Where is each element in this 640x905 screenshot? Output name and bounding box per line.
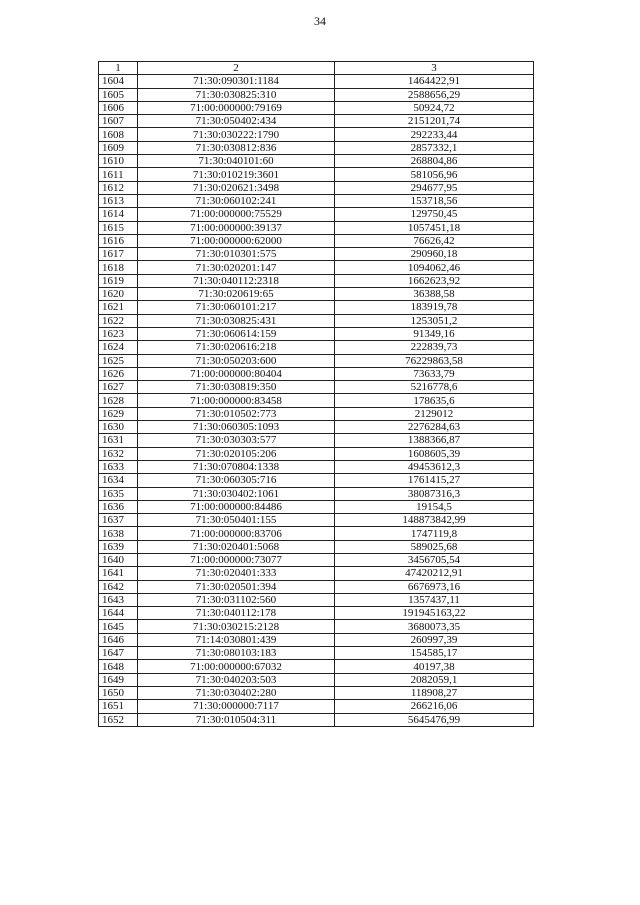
table-row	[99, 141, 534, 154]
cadastral-number-cell: 71:00:000000:80404	[138, 367, 335, 380]
value-cell: 191945163,22	[335, 607, 534, 620]
row-number-cell: 1640	[99, 553, 138, 566]
cadastral-number-cell: 71:30:040101:60	[138, 155, 335, 168]
table-row	[99, 434, 534, 447]
value-cell: 266216,06	[335, 700, 534, 713]
table-body	[99, 75, 534, 727]
row-number-cell: 1631	[99, 434, 138, 447]
row-number-cell: 1623	[99, 327, 138, 340]
table-row	[99, 686, 534, 699]
cadastral-number-cell: 71:30:030812:836	[138, 141, 335, 154]
cadastral-number-cell: 71:30:030402:1061	[138, 487, 335, 500]
value-cell: 2151201,74	[335, 115, 534, 128]
value-cell: 3680073,35	[335, 620, 534, 633]
value-cell: 5645476,99	[335, 713, 534, 726]
value-cell: 1253051,2	[335, 314, 534, 327]
value-cell: 292233,44	[335, 128, 534, 141]
cadastral-number-cell: 71:30:090301:1184	[138, 75, 335, 88]
row-number-cell: 1637	[99, 514, 138, 527]
row-number-cell: 1615	[99, 221, 138, 234]
table-row	[99, 288, 534, 301]
cadastral-number-cell: 71:30:030819:350	[138, 381, 335, 394]
value-cell: 1388366,87	[335, 434, 534, 447]
value-cell: 222839,73	[335, 341, 534, 354]
table-row	[99, 75, 534, 88]
value-cell: 581056,96	[335, 168, 534, 181]
table-row	[99, 567, 534, 580]
value-cell: 38087316,3	[335, 487, 534, 500]
cadastral-number-cell: 71:30:010219:3601	[138, 168, 335, 181]
table-row	[99, 248, 534, 261]
cadastral-number-cell: 71:30:060305:1093	[138, 421, 335, 434]
table-row	[99, 514, 534, 527]
row-number-cell: 1614	[99, 208, 138, 221]
row-number-cell: 1650	[99, 686, 138, 699]
cadastral-number-cell: 71:30:031102:560	[138, 593, 335, 606]
table-row	[99, 194, 534, 207]
table-row	[99, 314, 534, 327]
table-row	[99, 101, 534, 114]
row-number-cell: 1611	[99, 168, 138, 181]
table-row	[99, 341, 534, 354]
cadastral-number-cell: 71:30:000000:7117	[138, 700, 335, 713]
cadastral-number-cell: 71:00:000000:75529	[138, 208, 335, 221]
row-number-cell: 1626	[99, 367, 138, 380]
row-number-cell: 1641	[99, 567, 138, 580]
table-row	[99, 208, 534, 221]
row-number-cell: 1612	[99, 181, 138, 194]
value-cell: 268804,86	[335, 155, 534, 168]
value-cell: 290960,18	[335, 248, 534, 261]
cadastral-number-cell: 71:14:030801:439	[138, 633, 335, 646]
cadastral-number-cell: 71:30:030215:2128	[138, 620, 335, 633]
value-cell: 40197,38	[335, 660, 534, 673]
row-number-cell: 1609	[99, 141, 138, 154]
value-cell: 1057451,18	[335, 221, 534, 234]
cadastral-number-cell: 71:30:020616:218	[138, 341, 335, 354]
row-number-cell: 1617	[99, 248, 138, 261]
value-cell: 2857332,1	[335, 141, 534, 154]
value-cell: 73633,79	[335, 367, 534, 380]
value-cell: 5216778,6	[335, 381, 534, 394]
row-number-cell: 1628	[99, 394, 138, 407]
cadastral-number-cell: 71:30:010301:575	[138, 248, 335, 261]
table-row	[99, 367, 534, 380]
row-number-cell: 1624	[99, 341, 138, 354]
cadastral-number-cell: 71:00:000000:39137	[138, 221, 335, 234]
value-cell: 178635,6	[335, 394, 534, 407]
cadastral-number-cell: 71:30:020621:3498	[138, 181, 335, 194]
row-number-cell: 1629	[99, 407, 138, 420]
row-number-cell: 1618	[99, 261, 138, 274]
value-cell: 589025,68	[335, 540, 534, 553]
table-row	[99, 88, 534, 101]
table-row	[99, 234, 534, 247]
value-cell: 76626,42	[335, 234, 534, 247]
cadastral-number-cell: 71:00:000000:83706	[138, 527, 335, 540]
value-cell: 91349,16	[335, 327, 534, 340]
table-row	[99, 168, 534, 181]
cadastral-number-cell: 71:30:060101:217	[138, 301, 335, 314]
cadastral-number-cell: 71:30:010502:773	[138, 407, 335, 420]
row-number-cell: 1633	[99, 460, 138, 473]
table-row	[99, 460, 534, 473]
row-number-cell: 1642	[99, 580, 138, 593]
table-row	[99, 660, 534, 673]
column-header-3: 3	[335, 62, 534, 75]
value-cell: 1357437,11	[335, 593, 534, 606]
table-row	[99, 394, 534, 407]
cadastral-table	[98, 61, 534, 727]
value-cell: 3456705,54	[335, 553, 534, 566]
row-number-cell: 1622	[99, 314, 138, 327]
row-number-cell: 1651	[99, 700, 138, 713]
cadastral-number-cell: 71:30:030303:577	[138, 434, 335, 447]
table-row	[99, 527, 534, 540]
row-number-cell: 1619	[99, 274, 138, 287]
row-number-cell: 1604	[99, 75, 138, 88]
table-row	[99, 354, 534, 367]
value-cell: 49453612,3	[335, 460, 534, 473]
value-cell: 148873842,99	[335, 514, 534, 527]
row-number-cell: 1647	[99, 647, 138, 660]
table-row	[99, 607, 534, 620]
table-row	[99, 713, 534, 726]
table-row	[99, 553, 534, 566]
cadastral-number-cell: 71:00:000000:73077	[138, 553, 335, 566]
value-cell: 183919,78	[335, 301, 534, 314]
cadastral-number-cell: 71:00:000000:62000	[138, 234, 335, 247]
row-number-cell: 1625	[99, 354, 138, 367]
value-cell: 118908,27	[335, 686, 534, 699]
row-number-cell: 1634	[99, 474, 138, 487]
table-row	[99, 301, 534, 314]
cadastral-number-cell: 71:30:030402:280	[138, 686, 335, 699]
column-header-1: 1	[99, 62, 138, 75]
row-number-cell: 1638	[99, 527, 138, 540]
row-number-cell: 1621	[99, 301, 138, 314]
table-row	[99, 115, 534, 128]
table-row	[99, 274, 534, 287]
row-number-cell: 1648	[99, 660, 138, 673]
table-row	[99, 447, 534, 460]
cadastral-number-cell: 71:30:050203:600	[138, 354, 335, 367]
value-cell: 1608605,39	[335, 447, 534, 460]
table-row	[99, 620, 534, 633]
table-row	[99, 474, 534, 487]
value-cell: 1464422,91	[335, 75, 534, 88]
table-row	[99, 580, 534, 593]
cadastral-number-cell: 71:00:000000:83458	[138, 394, 335, 407]
table-row	[99, 593, 534, 606]
cadastral-number-cell: 71:30:050401:155	[138, 514, 335, 527]
value-cell: 129750,45	[335, 208, 534, 221]
cadastral-number-cell: 71:30:020201:147	[138, 261, 335, 274]
cadastral-number-cell: 71:30:030825:431	[138, 314, 335, 327]
table-row	[99, 327, 534, 340]
cadastral-number-cell: 71:30:020401:5068	[138, 540, 335, 553]
row-number-cell: 1620	[99, 288, 138, 301]
row-number-cell: 1610	[99, 155, 138, 168]
row-number-cell: 1643	[99, 593, 138, 606]
table-header-row	[99, 62, 534, 75]
row-number-cell: 1646	[99, 633, 138, 646]
cadastral-number-cell: 71:00:000000:84486	[138, 500, 335, 513]
table-row	[99, 487, 534, 500]
cadastral-number-cell: 71:30:010504:311	[138, 713, 335, 726]
row-number-cell: 1632	[99, 447, 138, 460]
table-row	[99, 221, 534, 234]
row-number-cell: 1630	[99, 421, 138, 434]
cadastral-number-cell: 71:30:030222:1790	[138, 128, 335, 141]
value-cell: 50924,72	[335, 101, 534, 114]
value-cell: 154585,17	[335, 647, 534, 660]
value-cell: 260997,39	[335, 633, 534, 646]
cadastral-number-cell: 71:30:060305:716	[138, 474, 335, 487]
row-number-cell: 1636	[99, 500, 138, 513]
table-row	[99, 381, 534, 394]
cadastral-number-cell: 71:30:020501:394	[138, 580, 335, 593]
cadastral-number-cell: 71:30:040203:503	[138, 673, 335, 686]
table-row	[99, 700, 534, 713]
value-cell: 36388,58	[335, 288, 534, 301]
cadastral-number-cell: 71:30:070804:1338	[138, 460, 335, 473]
cadastral-number-cell: 71:30:020401:333	[138, 567, 335, 580]
value-cell: 294677,95	[335, 181, 534, 194]
value-cell: 153718,56	[335, 194, 534, 207]
cadastral-number-cell: 71:30:020105:206	[138, 447, 335, 460]
cadastral-number-cell: 71:30:040112:2318	[138, 274, 335, 287]
row-number-cell: 1613	[99, 194, 138, 207]
row-number-cell: 1639	[99, 540, 138, 553]
value-cell: 2129012	[335, 407, 534, 420]
table-row	[99, 647, 534, 660]
cadastral-number-cell: 71:30:050402:434	[138, 115, 335, 128]
row-number-cell: 1649	[99, 673, 138, 686]
table-row	[99, 407, 534, 420]
row-number-cell: 1627	[99, 381, 138, 394]
cadastral-number-cell: 71:30:020619:65	[138, 288, 335, 301]
cadastral-number-cell: 71:30:060102:241	[138, 194, 335, 207]
value-cell: 2276284,63	[335, 421, 534, 434]
cadastral-number-cell: 71:00:000000:67032	[138, 660, 335, 673]
value-cell: 1094062,46	[335, 261, 534, 274]
row-number-cell: 1608	[99, 128, 138, 141]
cadastral-number-cell: 71:30:060614:159	[138, 327, 335, 340]
page-number: 34	[314, 14, 326, 28]
row-number-cell: 1645	[99, 620, 138, 633]
table-row	[99, 261, 534, 274]
table-row	[99, 181, 534, 194]
value-cell: 2082059,1	[335, 673, 534, 686]
value-cell: 2588656,29	[335, 88, 534, 101]
row-number-cell: 1616	[99, 234, 138, 247]
table-row	[99, 128, 534, 141]
row-number-cell: 1652	[99, 713, 138, 726]
row-number-cell: 1644	[99, 607, 138, 620]
row-number-cell: 1607	[99, 115, 138, 128]
value-cell: 76229863,58	[335, 354, 534, 367]
value-cell: 1761415,27	[335, 474, 534, 487]
value-cell: 1662623,92	[335, 274, 534, 287]
cadastral-number-cell: 71:30:040112:178	[138, 607, 335, 620]
table-row	[99, 673, 534, 686]
table-row	[99, 500, 534, 513]
row-number-cell: 1606	[99, 101, 138, 114]
cadastral-number-cell: 71:30:080103:183	[138, 647, 335, 660]
table-row	[99, 633, 534, 646]
row-number-cell: 1635	[99, 487, 138, 500]
value-cell: 47420212,91	[335, 567, 534, 580]
table-row	[99, 540, 534, 553]
value-cell: 6676973,16	[335, 580, 534, 593]
table-row	[99, 421, 534, 434]
cadastral-number-cell: 71:30:030825:310	[138, 88, 335, 101]
table-row	[99, 155, 534, 168]
row-number-cell: 1605	[99, 88, 138, 101]
column-header-2: 2	[138, 62, 335, 75]
value-cell: 19154,5	[335, 500, 534, 513]
value-cell: 1747119,8	[335, 527, 534, 540]
cadastral-number-cell: 71:00:000000:79169	[138, 101, 335, 114]
